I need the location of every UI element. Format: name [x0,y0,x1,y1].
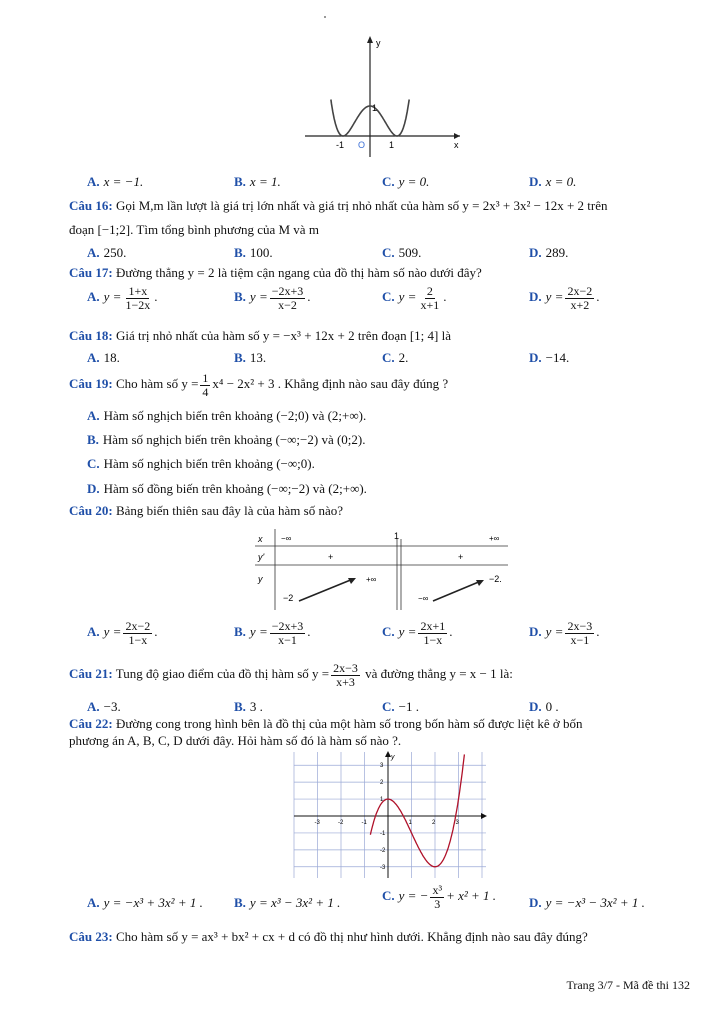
table-sign1: + [328,552,334,562]
q19-option-c[interactable]: C. Hàm số nghịch biến trên khoảng (−∞;0). [87,456,315,471]
q15-option-c[interactable]: C. y = 0. [382,174,430,189]
q15-option-d[interactable]: D. x = 0. [529,174,577,189]
q20-option-a[interactable]: A. y = $\frac{2x-2}{1-x}$ . [87,619,158,647]
q21-option-b[interactable]: B. 3 . [234,699,263,714]
top-dot [324,16,326,18]
graph2-y-label: y [391,754,395,761]
q20-option-d[interactable]: D. y = $\frac{2x-3}{x-1}$ . [529,619,600,647]
table-x-pos-inf: +∞ [489,534,500,543]
q17-option-d[interactable]: D. y = $\frac{2x-2}{x+2}$ . [529,284,600,312]
q18-option-c[interactable]: C. 2. [382,350,409,365]
table-y-left-end: +∞ [366,575,377,584]
q17-option-b[interactable]: B. y = $\frac{-2x+3}{x-2}$ . [234,284,311,312]
x-tick-label: 1 [408,820,412,826]
q16-option-d[interactable]: D. 289. [529,245,569,260]
graph1-label-neg1: -1 [336,140,345,150]
q15-option-b[interactable]: B. x = 1. [234,174,281,189]
q22-line2: phương án A, B, C, D dưới đây. Hỏi hàm số đó là hàm số nào ?. [69,733,402,748]
graph1-label-1x: 1 [389,140,395,150]
y-tick-label: -1 [380,830,386,837]
table-x-one: 1 [394,531,400,541]
page-footer: Trang 3/7 - Mã đề thi 132 [566,978,690,992]
variation-table [253,527,513,612]
q20-option-b[interactable]: B. y = $\frac{-2x+3}{x-1}$ . [234,619,311,647]
q22-option-b[interactable]: B. y = x³ − 3x² + 1 . [234,895,341,910]
q16-option-a[interactable]: A. 250. [87,245,127,260]
q18-option-a[interactable]: A. 18. [87,350,120,365]
q16-option-c[interactable]: C. 509. [382,245,422,260]
x-tick-label: -1 [361,820,367,826]
graph1-label-1y: 1 [372,103,378,113]
y-tick-label: -2 [380,847,386,854]
q15-option-a[interactable]: A. x = −1. [87,174,144,189]
q21-option-c[interactable]: C. −1 . [382,699,419,714]
graph-q15 [300,32,470,162]
q22-option-c[interactable]: C. y = − $\frac{\text{x³}}{3}$ + x² + 1 . [382,883,497,911]
graph1-x-label: x [454,140,459,150]
q18-option-b[interactable]: B. 13. [234,350,267,365]
q16-option-b[interactable]: B. 100. [234,245,273,260]
q17-option-c[interactable]: C. y = $\frac{2}{x+1}$ . [382,284,447,312]
table-y-right-start: −∞ [418,594,429,603]
q18-option-d[interactable]: D. −14. [529,350,570,365]
x-tick-label: 2 [432,820,436,826]
y-tick-label: 3 [380,763,384,770]
q21-option-d[interactable]: D. 0 . [529,699,559,714]
q22-option-d[interactable]: D. y = −x³ − 3x² + 1 . [529,895,645,910]
q16-line2: đoạn [−1;2]. Tìm tổng bình phương của M và m [69,222,319,237]
table-x: x [258,534,263,544]
q22-option-a[interactable]: A. y = −x³ + 3x² + 1 . [87,895,203,910]
q19-option-b[interactable]: B. Hàm số nghịch biến trên khoảng (−∞;−2) và (0;2). [87,432,366,447]
q20-option-c[interactable]: C. y = $\frac{2x+1}{1-x}$ . [382,619,453,647]
q22-line1: Câu 22: Đường cong trong hình bên là đồ thị của một hàm số trong bốn hàm số được liệt kê ở bốn [69,716,583,731]
q17-option-a[interactable]: A. y = $\frac{1+x}{1-2x}$ . [87,284,158,312]
y-tick-label: 2 [380,780,384,787]
graph-q22 [292,750,490,880]
y-tick-label: -3 [380,864,386,871]
table-yprime: y' [258,552,265,562]
table-y: y [258,574,263,584]
y-tick-label: 1 [380,797,384,804]
graph1-y-label: y [376,38,381,48]
x-tick-label: 3 [455,820,459,826]
q23-text: Câu 23: Cho hàm số y = ax³ + bx² + cx + d có đồ thị như hình dưới. Khẳng định nào sau đây đúng? [69,929,588,944]
table-sign2: + [458,552,464,562]
q21-text: Câu 21: Tung độ giao điểm của đồ thị hàm số y = $\frac{2x-3}{x+3}$ và đường thẳng y = x − 1 là: [69,661,513,689]
q18-text: Câu 18: Giá trị nhỏ nhất của hàm số y = −x³ + 12x + 2 trên đoạn [1; 4] là [69,328,451,343]
x-tick-label: -2 [338,820,344,826]
q16-line1: Câu 16: Gọi M,m lần lượt là giá trị lớn nhất và giá trị nhỏ nhất của hàm số y = 2x³ + 3x² − 12x + 2 trên [69,198,608,213]
table-y-left-start: −2 [283,593,294,603]
table-x-neg-inf: −∞ [281,534,292,543]
graph1-label-origin: O [358,140,366,150]
x-tick-label: -3 [314,820,320,826]
q19-option-a[interactable]: A. Hàm số nghịch biến trên khoảng (−2;0) và (2;+∞). [87,408,367,423]
table-y-right-end: −2. [489,574,502,584]
q19-option-d[interactable]: D. Hàm số đồng biến trên khoảng (−∞;−2) và (2;+∞). [87,481,367,496]
q17-text: Câu 17: Đường thẳng y = 2 là tiệm cận ngang của đồ thị hàm số nào dưới đây? [69,265,482,280]
q21-option-a[interactable]: A. −3. [87,699,121,714]
q19-text: Câu 19: Cho hàm số y = $\frac{1}{4}$ x⁴ − 2x² + 3 . Khẳng định nào sau đây đúng ? [69,371,449,399]
q20-text: Câu 20: Bảng biến thiên sau đây là của hàm số nào? [69,503,344,518]
